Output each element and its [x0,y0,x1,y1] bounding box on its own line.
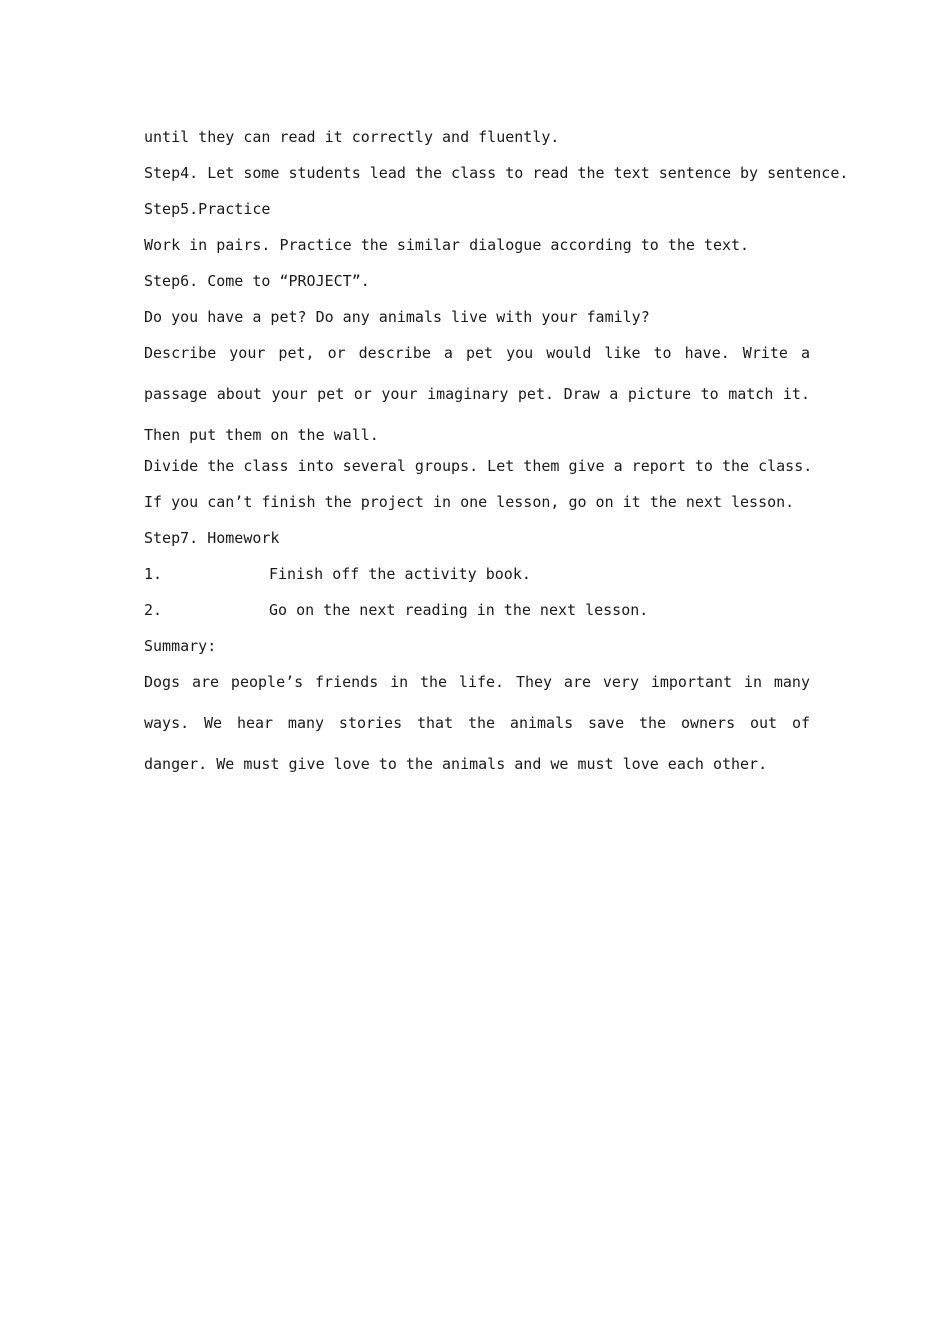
describe-paragraph: Describe your pet, or describe a pet you would like to have. Write a passage about your pet or your imaginary pet. Draw a picture to match it. Then put them on the wall. [144,344,810,444]
document-body [144,126,849,784]
practice-line: Work in pairs. Practice the similar dialogue according to the text. [144,236,750,254]
text-line: until they can read it correctly and fluently. [144,128,560,146]
homework-item-2 [144,599,810,635]
step6-heading: Step6. Come to “PROJECT”. [144,272,370,290]
step7-heading: Step7. Homework [144,529,280,547]
list-text: Go on the next reading in the next lesson. [269,601,649,619]
finish-project-line: If you can’t finish the project in one lesson, go on it the next lesson. [144,493,795,511]
list-number: 1. [144,565,163,583]
list-number: 2. [144,601,163,619]
step5-heading: Step5.Practice [144,200,271,218]
summary-paragraph: Dogs are people’s friends in the life. They are very important in many ways. We hear many stories that the animals save the owners out of danger. We must give love to the animals and we must love each other. [144,673,810,773]
question-line: Do you have a pet? Do any animals live with your family? [144,308,650,326]
summary-heading: Summary: [144,637,217,655]
divide-line: Divide the class into several groups. Let them give a report to the class. [144,457,813,475]
homework-item-1 [144,563,810,599]
step4-line: Step4. Let some students lead the class to read the text sentence by sentence. [144,164,849,182]
list-text: Finish off the activity book. [269,565,531,583]
